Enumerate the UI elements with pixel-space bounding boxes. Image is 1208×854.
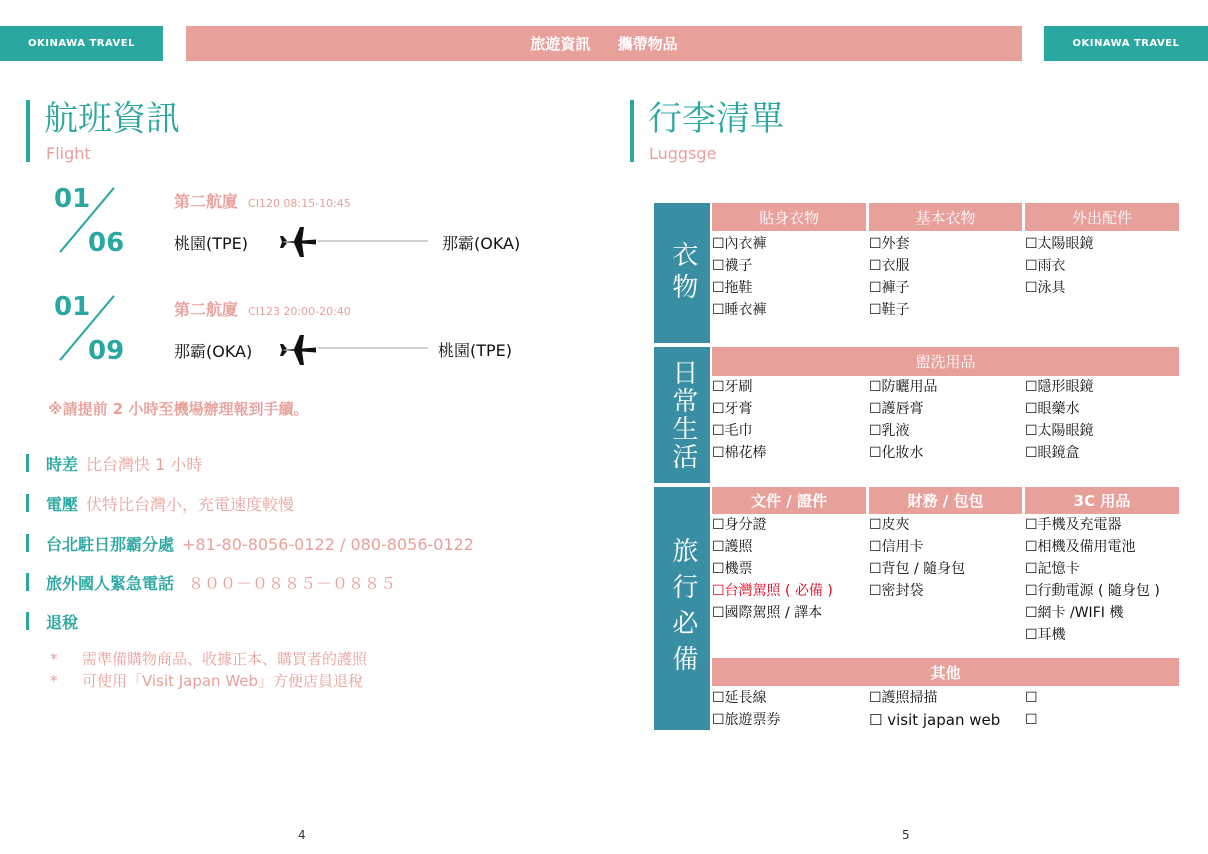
info-value: 比台灣快 1 小時 (86, 455, 203, 474)
checklist-column (712, 514, 833, 624)
flight2-from: 那霸(OKA) (174, 342, 253, 361)
checklist-item[interactable]: ☐ visit japan web (869, 711, 1001, 729)
flight2-day: 09 (88, 336, 125, 366)
info-value: ８００－０８８５－０８８５ (188, 574, 397, 593)
checklist-column (1025, 376, 1094, 464)
checklist-item[interactable]: ☐耳機 (1025, 627, 1066, 643)
checklist-item[interactable]: ☐衣服 (869, 258, 910, 274)
checklist-item[interactable]: ☐手機及充電器 (1025, 517, 1122, 533)
checklist-item[interactable]: ☐眼藥水 (1025, 401, 1080, 417)
checklist-item[interactable]: ☐隱形眼鏡 (1025, 379, 1094, 395)
checklist-item-required[interactable]: ☐台灣駕照 ( 必備 ) (712, 583, 833, 599)
checklist-item[interactable]: ☐旅遊票券 (712, 712, 781, 728)
flight1-to: 那霸(OKA) (442, 234, 521, 253)
header-electronics: 3C 用品 (1025, 487, 1179, 514)
flight1-day: 06 (88, 228, 125, 258)
category-travel (654, 487, 710, 730)
checklist-item[interactable]: ☐毛巾 (712, 423, 753, 439)
checklist-item[interactable]: ☐信用卡 (869, 539, 924, 555)
checklist-item[interactable]: ☐襪子 (712, 258, 753, 274)
info-key: 退稅 (46, 613, 79, 632)
flight1-route-line (318, 240, 428, 242)
checklist-column (1025, 514, 1160, 646)
luggage-section-bar (630, 100, 634, 162)
header-accessories: 外出配件 (1025, 203, 1179, 231)
checklist-item[interactable]: ☐泳具 (1025, 280, 1066, 296)
checklist-item[interactable]: ☐記憶卡 (1025, 561, 1080, 577)
checklist-item[interactable]: ☐化妝水 (869, 445, 924, 461)
tax-bullet (50, 648, 367, 669)
category-travel-label: 旅行必備 (667, 536, 698, 681)
airplane-icon (280, 332, 318, 368)
checklist-item[interactable]: ☐牙刷 (712, 379, 753, 395)
info-row-tax (46, 610, 78, 633)
flight2-terminal (174, 297, 351, 320)
checklist-item[interactable]: ☐護照掃描 (869, 690, 938, 706)
checklist-item[interactable]: ☐鞋子 (869, 302, 910, 318)
checklist-item[interactable]: ☐睡衣褲 (712, 302, 767, 318)
checklist-item[interactable]: ☐延長線 (712, 690, 767, 706)
right-brand-tag: OKINAWA TRAVEL (1044, 26, 1208, 61)
info-bar (26, 534, 29, 552)
category-daily (654, 347, 710, 483)
flight-title: 航班資訊 (44, 99, 180, 139)
flight1-from: 桃園(TPE) (174, 234, 249, 253)
checklist-item-blank[interactable]: ☐ (1025, 712, 1038, 728)
checklist-item[interactable]: ☐皮夾 (869, 517, 910, 533)
info-key: 時差 (46, 455, 79, 474)
tax-bullet (50, 670, 363, 691)
flight2-terminal-label: 第二航廈 (174, 300, 239, 319)
checklist-item[interactable]: ☐機票 (712, 561, 753, 577)
checklist-item[interactable]: ☐背包 / 隨身包 (869, 561, 966, 577)
flight1-terminal (174, 189, 351, 212)
checklist-item[interactable]: ☐國際駕照 / 譯本 (712, 605, 823, 621)
airplane-icon (280, 224, 318, 260)
checklist-item[interactable]: ☐太陽眼鏡 (1025, 423, 1094, 439)
checklist-item[interactable]: ☐護唇膏 (869, 401, 924, 417)
category-daily-label: 日常生活 (667, 359, 698, 471)
checklist-item-blank[interactable]: ☐ (1025, 690, 1038, 706)
checklist-item[interactable]: ☐太陽眼鏡 (1025, 236, 1094, 252)
info-row-office (46, 532, 474, 555)
checklist-column (712, 687, 781, 731)
checklist-item[interactable]: ☐棉花棒 (712, 445, 767, 461)
left-brand-tag: OKINAWA TRAVEL (0, 26, 163, 61)
checklist-item[interactable]: ☐外套 (869, 236, 910, 252)
info-bar (26, 494, 29, 512)
luggage-subtitle: Luggsge (649, 144, 717, 163)
info-key: 電壓 (46, 495, 79, 514)
page-number-left: 4 (298, 828, 306, 842)
checklist-item[interactable]: ☐相機及備用電池 (1025, 539, 1136, 555)
checklist-column (712, 376, 767, 464)
flight1-month: 01 (54, 184, 91, 214)
header-documents: 文件 / 證件 (712, 487, 866, 514)
checklist-item[interactable]: ☐密封袋 (869, 583, 924, 599)
checklist-item[interactable]: ☐拖鞋 (712, 280, 753, 296)
checklist-column (869, 514, 965, 602)
flight1-code: CI120 08:15-10:45 (248, 197, 351, 210)
checklist-item[interactable]: ☐乳液 (869, 423, 910, 439)
info-bar (26, 454, 29, 472)
checklist-column (712, 233, 767, 321)
bullet-star: * (50, 672, 58, 690)
flight2-code: CI123 20:00-20:40 (248, 305, 351, 318)
category-clothing-label: 衣物 (667, 241, 698, 305)
checklist-item[interactable]: ☐身分證 (712, 517, 767, 533)
header-underwear: 貼身衣物 (712, 203, 866, 231)
info-key: 台北駐日那霸分處 (46, 535, 175, 554)
checklist-column (1025, 687, 1038, 731)
checklist-item[interactable]: ☐內衣褲 (712, 236, 767, 252)
flight-section-bar (26, 100, 30, 162)
checklist-item[interactable]: ☐護照 (712, 539, 753, 555)
info-row-voltage (46, 492, 294, 515)
header-other: 其他 (712, 658, 1179, 686)
checklist-item[interactable]: ☐褲子 (869, 280, 910, 296)
checklist-column (869, 376, 938, 464)
luggage-title: 行李清單 (648, 99, 784, 139)
tax-bullet-text: 需準備購物商品、收據正本、購買者的護照 (82, 650, 368, 668)
bullet-star: * (50, 650, 58, 668)
checklist-item[interactable]: ☐防曬用品 (869, 379, 938, 395)
checklist-item[interactable]: ☐行動電源 ( 隨身包 ) (1025, 583, 1160, 599)
tax-bullet-text: 可使用「Visit Japan Web」方便店員退稅 (82, 672, 364, 690)
category-clothing (654, 203, 710, 343)
flight2-route-line (318, 347, 428, 349)
info-value: 伏特比台灣小，充電速度較慢 (86, 495, 295, 514)
checklist-item[interactable]: ☐牙膏 (712, 401, 753, 417)
page-number-right: 5 (902, 828, 910, 842)
checklist-column (869, 687, 1000, 731)
checklist-item[interactable]: ☐眼鏡盒 (1025, 445, 1080, 461)
checklist-column (1025, 233, 1094, 299)
info-row-timezone (46, 452, 202, 475)
info-row-emergency (46, 571, 396, 594)
flight1-terminal-label: 第二航廈 (174, 192, 239, 211)
info-key: 旅外國人緊急電話 (46, 574, 175, 593)
header-finance: 財務 / 包包 (869, 487, 1022, 514)
info-bar (26, 612, 29, 630)
info-value: +81-80-8056-0122 / 080-8056-0122 (182, 535, 474, 554)
checklist-column (869, 233, 910, 321)
checklist-item[interactable]: ☐雨衣 (1025, 258, 1066, 274)
header-banner: 旅遊資訊 攜帶物品 (186, 26, 1022, 61)
flight2-month: 01 (54, 292, 91, 322)
checkin-note: ※請提前 2 小時至機場辦理報到手續。 (48, 400, 309, 418)
flight2-to: 桃園(TPE) (438, 341, 513, 360)
header-basic-clothes: 基本衣物 (869, 203, 1022, 231)
checklist-item[interactable]: ☐網卡 /WIFI 機 (1025, 605, 1124, 621)
flight-subtitle: Flight (46, 144, 91, 163)
header-toiletries: 盥洗用品 (712, 347, 1179, 376)
info-bar (26, 573, 29, 591)
